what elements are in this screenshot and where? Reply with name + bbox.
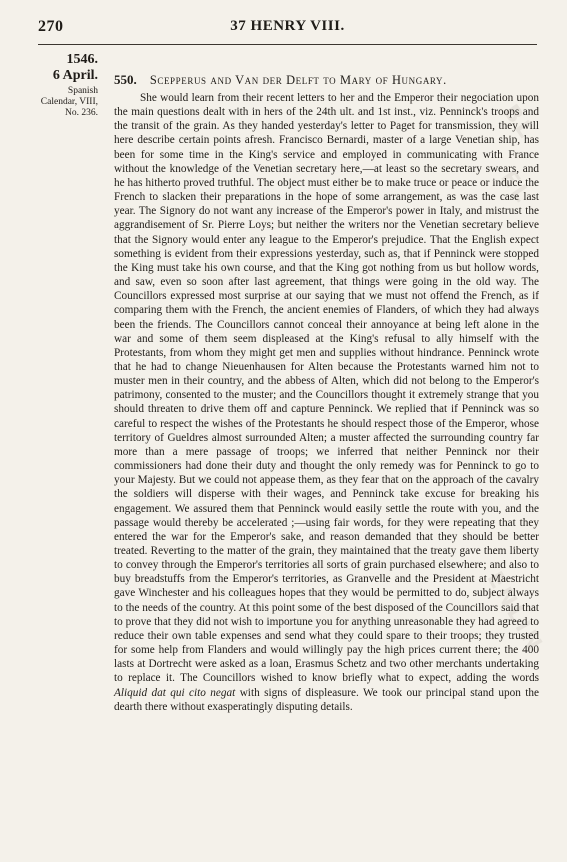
entry-title: Scepperus and Van der Delft to Mary of Hungary. bbox=[149, 73, 447, 87]
margin-note bbox=[38, 52, 98, 119]
latin-phrase: Aliquid dat qui cito negat bbox=[114, 686, 236, 699]
margin-year: 1546. bbox=[66, 52, 98, 67]
entry-body-text-end: with signs of displeasure. We took our principal stand upon the dearth there without exasperatingly disputing details. bbox=[114, 686, 539, 713]
running-head: 37 HENRY VIII. bbox=[230, 18, 345, 34]
margin-source: Spanish Calendar, VIII, No. 236. bbox=[40, 86, 98, 118]
entry-number: 550. bbox=[114, 72, 137, 87]
page-header bbox=[38, 18, 537, 40]
entry-heading bbox=[114, 72, 539, 88]
entry-body-text: She would learn from their recent letters to her and the Emperor their negociation upon the main questions dealt with in hers of the 24th ult. and 1st inst., viz. Penninck's troops and the transit of the grain. As they handed yesterday's letter to Paget for transmission, they will here describe certain points afresh. Francisco Bernardi, master of a large Venetian ship, has been for some time in the King's service and employed in communicating with France without the knowledge of the Venetian secretary here,—at least so the secretary swears, and he has hitherto proved truthful. The object must either be to make truce or peace or induce the French to slacken their preparations in the hope of some arrangement, as was the case last year. The Signory do not want any increase of the Emperor's power in Italy, and mistrust the aggrandisement of Sr. Pierre Loys; but neither the writers nor the Venetian secretary believe that the Signory would enter any league to the Emperor's prejudice. That the English expect something is evident from their expressions yesterday, such as, that if Penninck were stopped the King must take his own course, and that the King got nothing from us but hollow words, and saw, even so soon after last agreement, that things were going in the old way. The Councillors expressed most surprise at our saying that we must not offend the French, as if comparing them with the French, the ancient enemies of Flanders, of which they had always been the friends. The Councillors cannot conceal their annoyance at being left alone in the war and some of them seem displeased at the King's refusal to ally himself with the Protestants, from whom they might get men and supplies without hindrance. Penninck wrote that he had to change Nieuenhausen for Alten because the Protestants warned him not to muster men in their country, and the abbess of Alten, which did not belong to the Emperor's patrimony, consented to the muster; and the Councillors thought it extremely strange that you should threaten to drive them off and capture Penninck. We replied that if Penninck was so careful to respect the wishes of the Protestants he should respect those of the Emperor, whose territory of Gueldres almost surrounded Alten; a muster affected the surrounding country far more than a mere passage of troops; we inferred that neither Penninck nor their commissioners had done their duty and thought the only remedy was for Penninck to go to your Majesty. But we could not appease them, as they fear that on the approach of the cavalry the soldiers will disperse with their wages, and Penninck take excuse for breaking his engagement. We assured them that Penninck would easily settle the route with you, and the passage would thereby be accelerated ;—using fair words, for they were repeating that they entered the war for the Emperor's sake, and reason demanded that they should be better treated. Reverting to the matter of the grain, they maintained that the treaty gave them liberty to convey through the Emperor's territories all sorts of grain purchased elsewhere; and also to buy breadstuffs from the Emperor's territories, as Granvelle and the President at Maestricht gave Winchester and his colleagues hopes that they would be permitted to do, subject always to the needs of the country. At this point some of the best disposed of the Councillors said that to prove that they did not wish to importune you for anything unreasonable they had agreed to reduce their own table expenses and send what they could spare to their troops; they trusted for some help from Flanders and would willingly pay the high prices current there; the 400 lasts at Dortrecht were asked as a loan, Erasmus Schetz and two other merchants undertaking to replace it. The Councillors wished to know briefly what to expect, adding the words bbox=[114, 92, 539, 685]
header-rule bbox=[38, 44, 537, 45]
watermark-mark: EL bbox=[495, 165, 536, 210]
watermark-mark: ENLIN bbox=[481, 567, 548, 658]
entry-body bbox=[114, 91, 539, 714]
page-number: 270 bbox=[38, 18, 64, 35]
margin-date: 6 April. bbox=[52, 68, 98, 83]
watermark-mark: BL bbox=[497, 100, 540, 145]
